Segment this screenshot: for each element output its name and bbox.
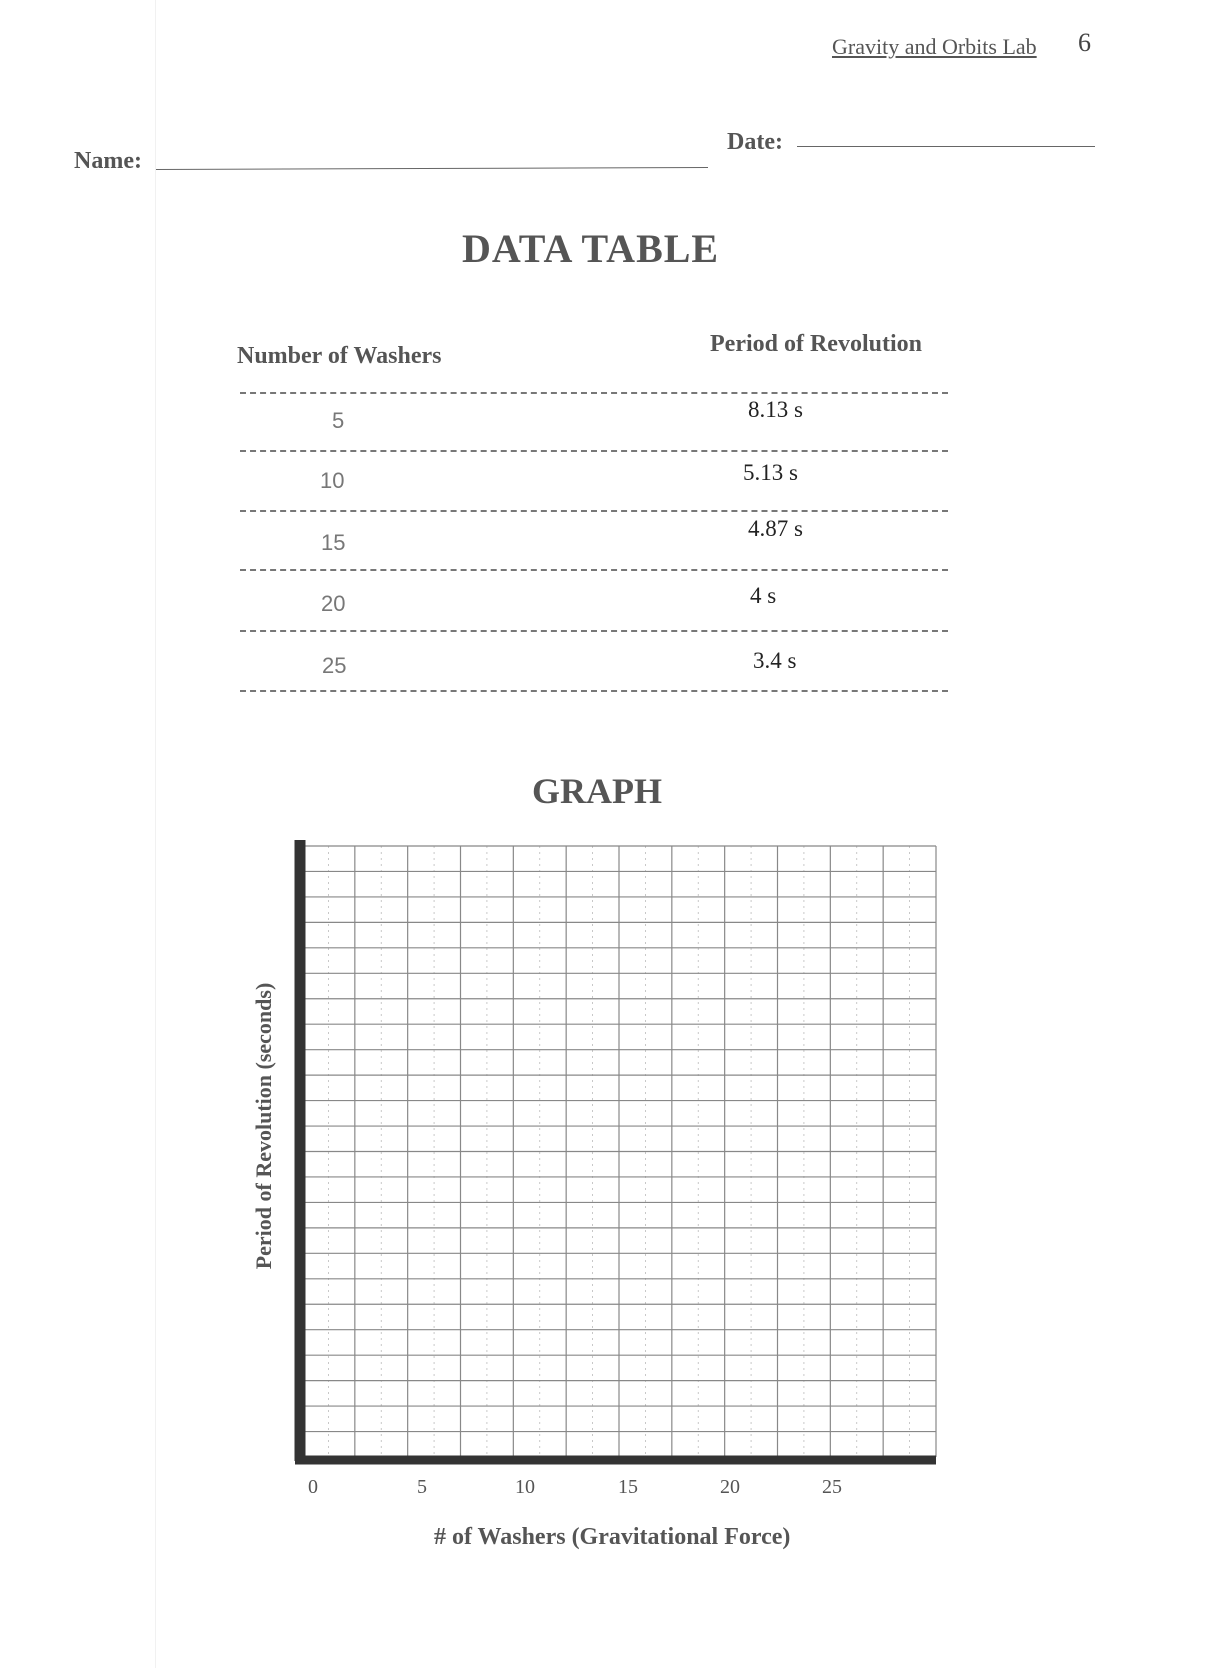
table-cell-period: 3.4 s	[753, 648, 797, 673]
y-axis-label: Period of Revolution (seconds)	[251, 982, 276, 1270]
table-cell-washers: 15	[321, 530, 346, 555]
table-cell-washers: 20	[321, 591, 346, 616]
column-header-washers: Number of Washers	[237, 343, 442, 369]
graph-title: GRAPH	[532, 771, 662, 811]
page-number: 6	[1078, 28, 1091, 57]
table-cell-washers: 25	[322, 653, 347, 678]
column-header-period: Period of Revolution	[710, 331, 922, 357]
data-table-title: DATA TABLE	[462, 226, 720, 271]
x-tick-label: 5	[417, 1476, 427, 1498]
x-tick-label: 10	[515, 1476, 535, 1498]
name-label: Name:	[74, 148, 142, 174]
x-tick-label: 0	[308, 1476, 318, 1498]
table-cell-period: 8.13 s	[748, 397, 803, 422]
x-axis-label: # of Washers (Gravitational Force)	[434, 1524, 791, 1550]
table-cell-period: 4.87 s	[748, 516, 803, 541]
x-tick-label: 25	[822, 1476, 842, 1498]
table-cell-washers: 5	[332, 408, 345, 433]
x-tick-label: 20	[720, 1476, 740, 1498]
x-tick-label: 15	[618, 1476, 638, 1498]
header-title: Gravity and Orbits Lab	[832, 34, 1037, 59]
table-cell-period: 5.13 s	[743, 460, 798, 485]
table-cell-washers: 10	[320, 468, 345, 493]
date-label: Date:	[727, 129, 783, 155]
table-cell-period: 4 s	[750, 583, 777, 608]
